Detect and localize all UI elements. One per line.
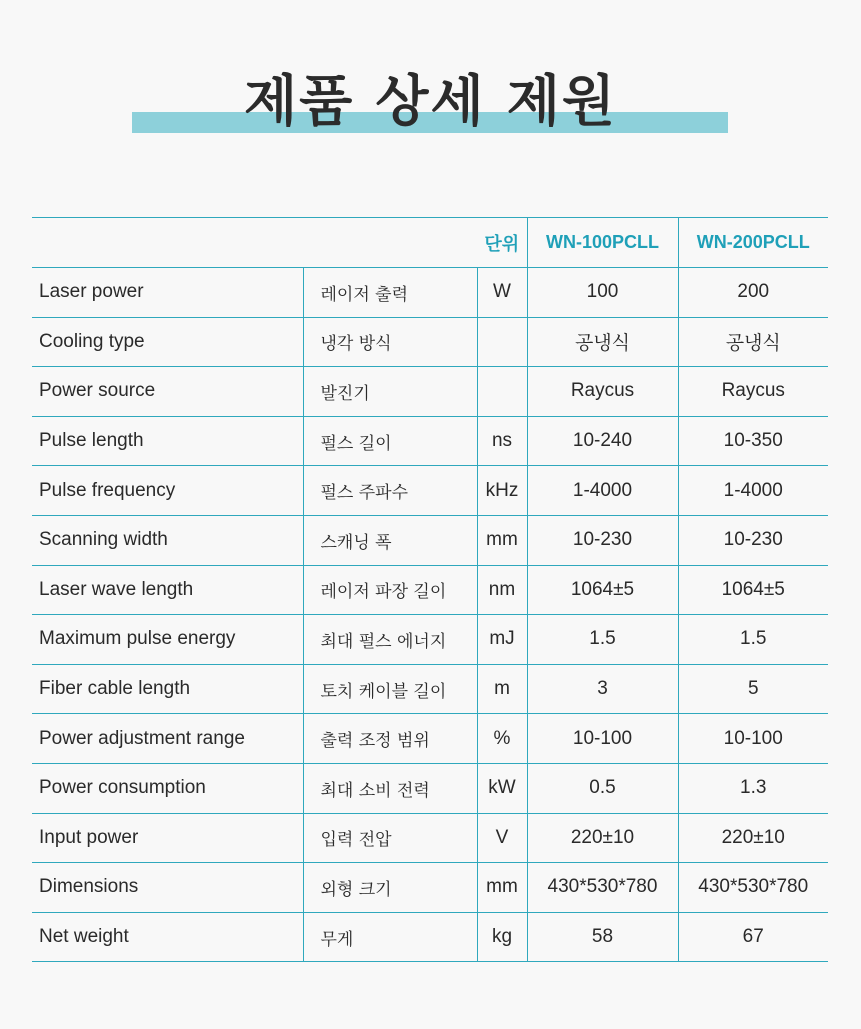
table-row (32, 912, 828, 962)
table-row (32, 813, 828, 863)
spec-name-ko: 출력 조정 범위 (303, 714, 477, 764)
spec-name-en: Fiber cable length (32, 664, 303, 714)
spec-value-model-2: 200 (678, 268, 828, 318)
spec-name-en: Power consumption (32, 763, 303, 813)
spec-value-model-1: 1.5 (527, 615, 678, 665)
spec-unit: kg (477, 912, 527, 962)
table-row (32, 416, 828, 466)
page-title: 제품 상세 제원 (243, 69, 618, 133)
header-blank-cell (32, 218, 477, 268)
spec-value-model-1: 58 (527, 912, 678, 962)
spec-name-en: Laser power (32, 268, 303, 318)
spec-name-en: Dimensions (32, 863, 303, 913)
spec-value-model-2: 공냉식 (678, 317, 828, 367)
table-row (32, 714, 828, 764)
spec-unit: kW (477, 763, 527, 813)
spec-value-model-2: 1-4000 (678, 466, 828, 516)
spec-unit: ns (477, 416, 527, 466)
spec-value-model-2: 5 (678, 664, 828, 714)
spec-name-ko: 레이저 출력 (303, 268, 477, 318)
spec-unit: mm (477, 515, 527, 565)
spec-value-model-2: 1.3 (678, 763, 828, 813)
spec-name-ko: 발진기 (303, 367, 477, 417)
spec-name-ko: 최대 소비 전력 (303, 763, 477, 813)
table-row (32, 515, 828, 565)
spec-name-ko: 펄스 주파수 (303, 466, 477, 516)
spec-value-model-1: 220±10 (527, 813, 678, 863)
spec-unit: m (477, 664, 527, 714)
table-row (32, 863, 828, 913)
spec-unit (477, 317, 527, 367)
spec-value-model-1: 430*530*780 (527, 863, 678, 913)
spec-value-model-1: 공냉식 (527, 317, 678, 367)
spec-value-model-1: 1064±5 (527, 565, 678, 615)
spec-name-en: Cooling type (32, 317, 303, 367)
spec-name-en: Pulse frequency (32, 466, 303, 516)
spec-table (32, 217, 828, 962)
table-header-row (32, 218, 828, 268)
spec-value-model-2: 10-100 (678, 714, 828, 764)
spec-name-ko: 레이저 파장 길이 (303, 565, 477, 615)
spec-name-ko: 외형 크기 (303, 863, 477, 913)
spec-name-ko: 무게 (303, 912, 477, 962)
spec-name-ko: 토치 케이블 길이 (303, 664, 477, 714)
table-row (32, 664, 828, 714)
spec-value-model-2: 10-350 (678, 416, 828, 466)
spec-value-model-1: Raycus (527, 367, 678, 417)
spec-name-ko: 최대 펄스 에너지 (303, 615, 477, 665)
spec-value-model-1: 1-4000 (527, 466, 678, 516)
spec-unit: nm (477, 565, 527, 615)
spec-value-model-2: 220±10 (678, 813, 828, 863)
spec-value-model-2: 1064±5 (678, 565, 828, 615)
spec-value-model-2: Raycus (678, 367, 828, 417)
spec-unit (477, 367, 527, 417)
spec-name-en: Power source (32, 367, 303, 417)
spec-value-model-1: 0.5 (527, 763, 678, 813)
spec-name-en: Scanning width (32, 515, 303, 565)
spec-unit: mm (477, 863, 527, 913)
spec-value-model-2: 10-230 (678, 515, 828, 565)
table-row (32, 763, 828, 813)
spec-unit: % (477, 714, 527, 764)
spec-name-en: Laser wave length (32, 565, 303, 615)
spec-name-en: Pulse length (32, 416, 303, 466)
spec-unit: mJ (477, 615, 527, 665)
table-row (32, 466, 828, 516)
spec-value-model-1: 10-240 (527, 416, 678, 466)
table-row (32, 565, 828, 615)
spec-unit: kHz (477, 466, 527, 516)
spec-name-en: Net weight (32, 912, 303, 962)
header-model-2: WN-200PCLL (678, 218, 828, 268)
spec-value-model-2: 430*530*780 (678, 863, 828, 913)
spec-unit: V (477, 813, 527, 863)
spec-value-model-1: 10-230 (527, 515, 678, 565)
header-model-1: WN-100PCLL (527, 218, 678, 268)
spec-name-ko: 입력 전압 (303, 813, 477, 863)
spec-unit: W (477, 268, 527, 318)
table-row (32, 615, 828, 665)
spec-name-en: Input power (32, 813, 303, 863)
spec-name-en: Power adjustment range (32, 714, 303, 764)
spec-name-en: Maximum pulse energy (32, 615, 303, 665)
spec-value-model-1: 10-100 (527, 714, 678, 764)
page-title-block (0, 64, 861, 144)
spec-value-model-2: 67 (678, 912, 828, 962)
table-row (32, 317, 828, 367)
spec-name-ko: 스캐닝 폭 (303, 515, 477, 565)
spec-name-ko: 냉각 방식 (303, 317, 477, 367)
table-row (32, 367, 828, 417)
spec-value-model-1: 3 (527, 664, 678, 714)
table-row (32, 268, 828, 318)
spec-value-model-1: 100 (527, 268, 678, 318)
header-unit: 단위 (477, 218, 527, 268)
spec-name-ko: 펄스 길이 (303, 416, 477, 466)
spec-value-model-2: 1.5 (678, 615, 828, 665)
